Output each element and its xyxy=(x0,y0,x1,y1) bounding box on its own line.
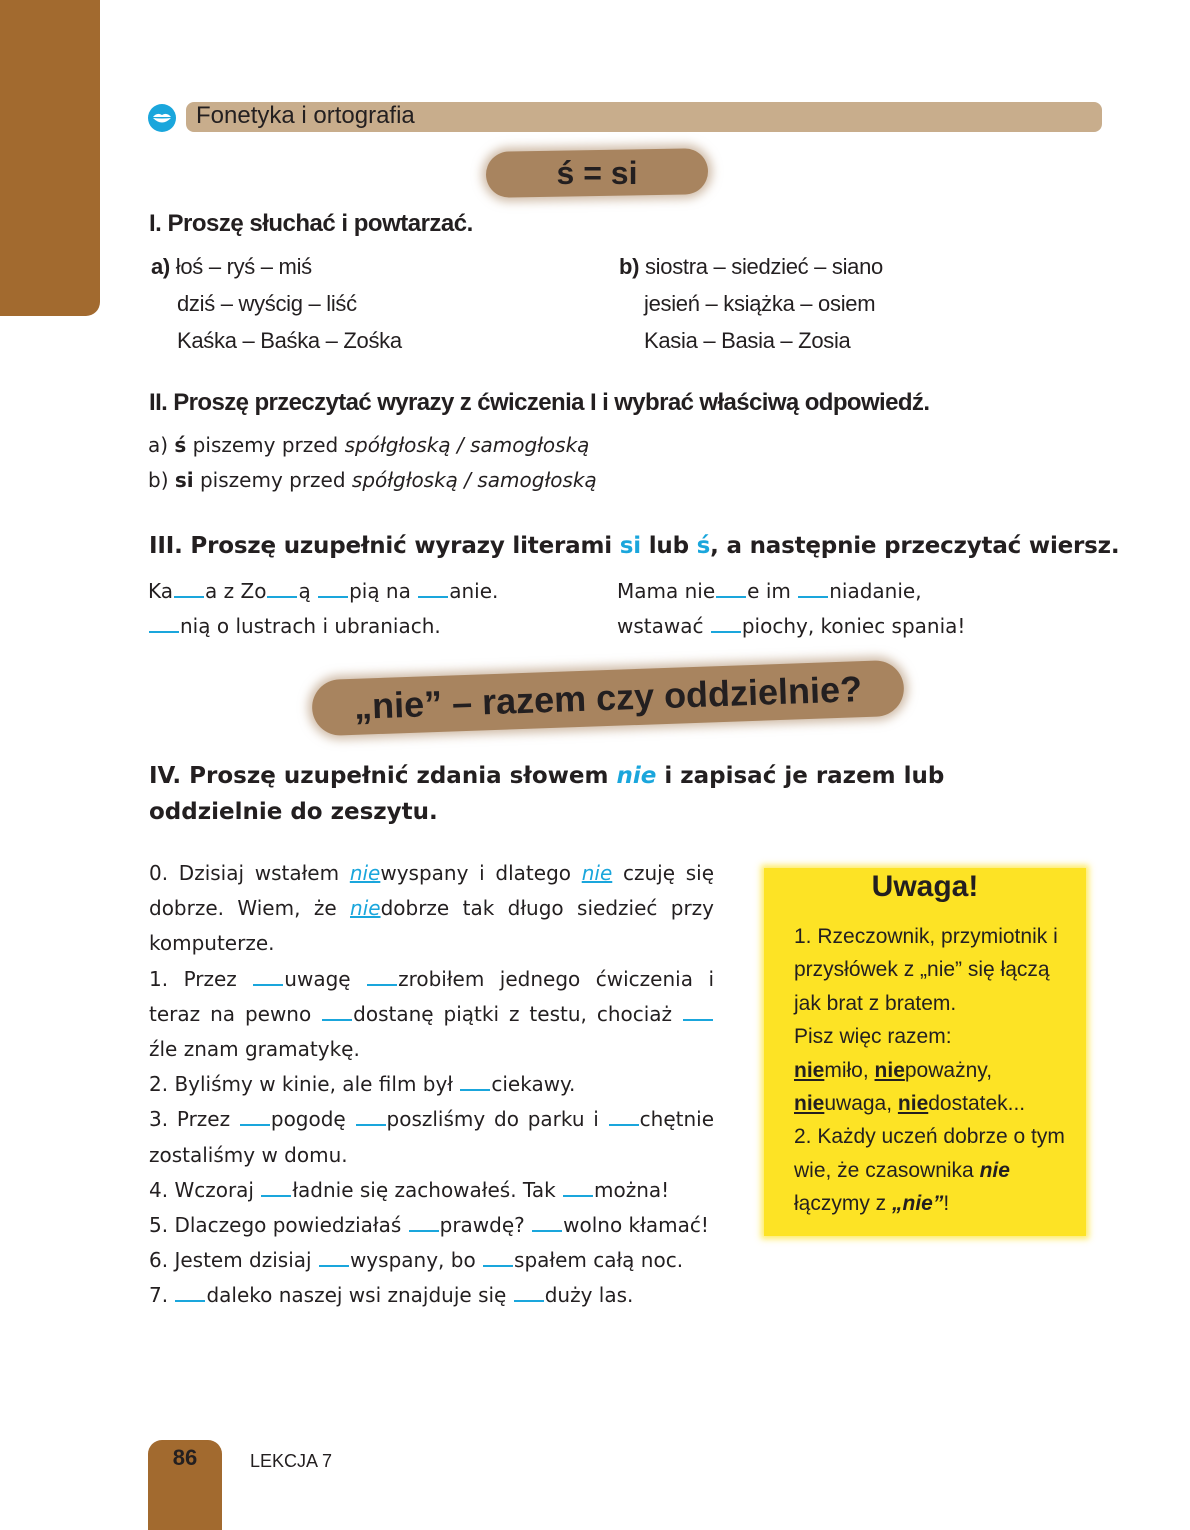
exercise-4-title: IV. Proszę uzupełnić zdania słowem nie i zapisać je razem lub oddzielnie do zeszytu. xyxy=(149,763,945,825)
blank-field[interactable] xyxy=(483,1264,513,1267)
poem-line: nią o lustrach i ubraniach. xyxy=(148,609,498,644)
exercise-2-body xyxy=(148,428,597,498)
sentence-1: 1. Przez uwagę zrobiłem jednego ćwiczenia i teraz na pewno dostanę piątki z testu, chociaż źle znam gramatykę. xyxy=(149,966,714,1062)
exercise-3-title: III. Proszę uzupełnić wyrazy literami si lub ś, a następnie przeczytać wiersz. xyxy=(149,533,1120,559)
sentence-2: 2. Byliśmy w kinie, ale film był ciekawy. xyxy=(149,1072,576,1097)
poem-left xyxy=(148,574,498,644)
rule-line: a) ś piszemy przed spółgłoską / samogłoską xyxy=(148,433,590,457)
sentence-7: 7. daleko naszej wsi znajduje się duży las. xyxy=(149,1283,634,1308)
lesson-label: LEKCJA 7 xyxy=(250,1451,333,1471)
page-edge-tab xyxy=(0,0,100,316)
blank-field[interactable] xyxy=(798,595,828,598)
blank-field[interactable] xyxy=(322,1018,352,1021)
blank-field[interactable] xyxy=(356,1123,386,1126)
word-row: dziś – wyścig – liść xyxy=(177,291,357,316)
sentence-4: 4. Wczoraj ładnie się zachowałeś. Tak można! xyxy=(149,1177,670,1202)
heading-s-si: ś = si xyxy=(556,155,638,191)
exercise-1-column-a xyxy=(151,248,402,359)
blank-field[interactable] xyxy=(460,1088,490,1091)
note-rule-2: 2. Każdy uczeń dobrze o tym wie, że czasownika nie łączymy z „nie”! xyxy=(794,1125,1065,1216)
blank-field[interactable] xyxy=(532,1229,562,1232)
note-line: Pisz więc razem: xyxy=(794,1025,952,1049)
poem-line: wstawać piochy, koniec spania! xyxy=(617,614,966,638)
blank-field[interactable] xyxy=(253,983,283,986)
word-row: Kaśka – Baśka – Zośka xyxy=(177,328,402,353)
blank-field[interactable] xyxy=(267,595,297,598)
word-row: łoś – ryś – miś xyxy=(175,254,312,279)
blank-field[interactable] xyxy=(319,1264,349,1267)
blank-field[interactable] xyxy=(367,983,397,986)
blank-field[interactable] xyxy=(514,1299,544,1302)
blank-field[interactable] xyxy=(261,1194,291,1197)
sentence-6: 6. Jestem dzisiaj wyspany, bo spałem całą noc. xyxy=(149,1248,684,1273)
blank-field[interactable] xyxy=(716,595,746,598)
exercise-1-column-b xyxy=(619,248,883,359)
lips-icon xyxy=(148,104,176,132)
exercise-4-sentences xyxy=(149,856,714,1314)
poem-right xyxy=(617,574,965,644)
blank-field[interactable] xyxy=(609,1123,639,1126)
blank-field[interactable] xyxy=(174,595,204,598)
word-row: Kasia – Basia – Zosia xyxy=(644,328,851,353)
note-examples: niemiło, niepoważny, nieuwaga, niedostatek... xyxy=(794,1058,1026,1116)
poem-line: Ka a z Zo ą pią na anie. xyxy=(148,579,499,603)
label-b: b) xyxy=(619,254,640,279)
heading-nie: „nie” – razem czy oddzielnie? xyxy=(353,668,863,727)
page-number: 86 xyxy=(172,1445,198,1470)
word-row: siostra – siedzieć – siano xyxy=(644,254,883,279)
blank-field[interactable] xyxy=(149,630,179,633)
blank-field[interactable] xyxy=(318,595,348,598)
rule-line: b) si piszemy przed spółgłoską / samogłoską xyxy=(148,468,597,492)
sentence-3: 3. Przez pogodę poszliśmy do parku i chętnie zostaliśmy w domu. xyxy=(149,1107,714,1167)
blank-field[interactable] xyxy=(683,1018,713,1021)
choice-option[interactable]: spółgłoską / samogłoską xyxy=(351,468,597,492)
exercise-2-title: II. Proszę przeczytać wyrazy z ćwiczenia I i wybrać właściwą odpowiedź. xyxy=(149,389,930,416)
blank-field[interactable] xyxy=(240,1123,270,1126)
blank-field[interactable] xyxy=(711,630,741,633)
blank-field[interactable] xyxy=(409,1229,439,1232)
sentence-5: 5. Dlaczego powiedziałaś prawdę? wolno kłamać! xyxy=(149,1213,709,1238)
note-title: Uwaga! xyxy=(871,870,979,903)
poem-line: Mama nie e im niadanie, xyxy=(617,579,922,603)
example-sentence: 0. Dzisiaj wstałem niewyspany i dlatego nie czuję się dobrze. Wiem, że niedobrze tak długo siedzieć przy komputerze. xyxy=(149,861,715,956)
blank-field[interactable] xyxy=(175,1299,205,1302)
blank-field[interactable] xyxy=(563,1194,593,1197)
word-row: jesień – książka – osiem xyxy=(644,291,876,316)
blank-field[interactable] xyxy=(418,595,448,598)
label-a: a) xyxy=(151,254,170,279)
note-rule-1: 1. Rzeczownik, przymiotnik i przysłówek z „nie” się łączą jak brat z bratem. xyxy=(794,925,1058,1015)
section-title: Fonetyka i ortografia xyxy=(196,102,415,129)
exercise-1-title: I. Proszę słuchać i powtarzać. xyxy=(149,210,473,237)
note-body xyxy=(794,920,1079,1221)
choice-option[interactable]: spółgłoską / samogłoską xyxy=(344,433,590,457)
